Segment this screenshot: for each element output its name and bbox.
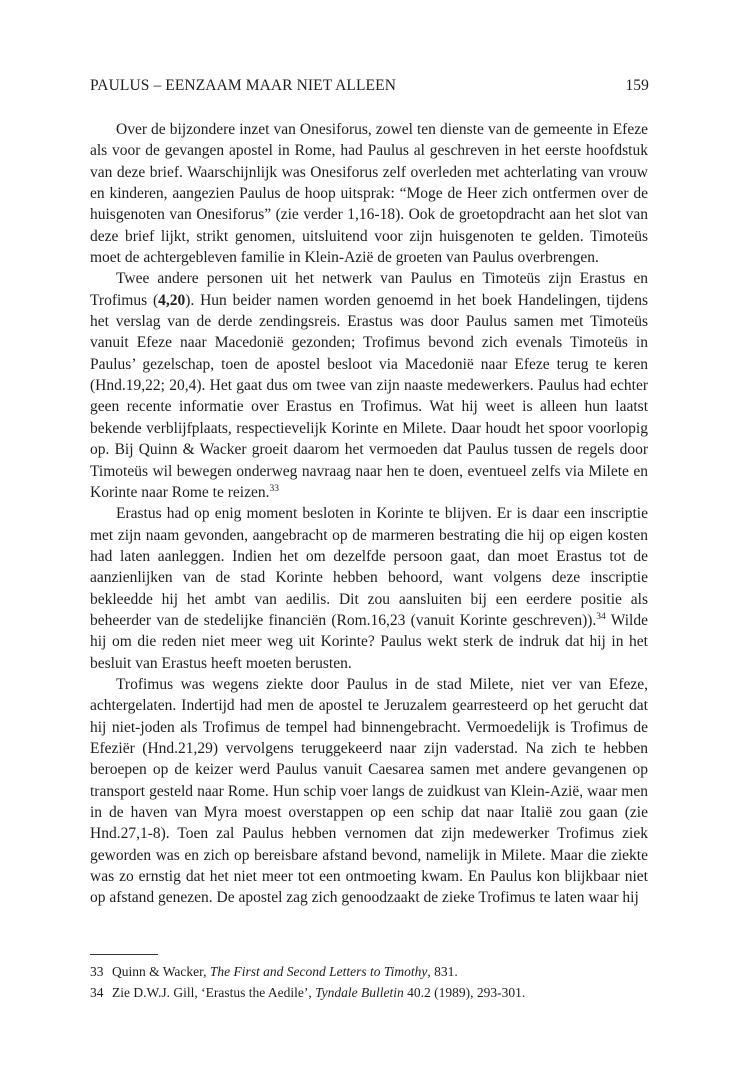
page-number: 159	[625, 77, 649, 94]
footnote-journal-title: Tyndale Bulletin	[315, 985, 404, 1000]
footnote-text: Zie D.W.J. Gill, ‘Erastus the Aedile’,	[112, 985, 316, 1000]
footnote-number: 34	[90, 985, 104, 1000]
footnote-text: 40.2 (1989), 293-301.	[403, 985, 526, 1000]
running-head	[90, 77, 649, 99]
paragraph-text: Erastus had op enig moment besloten in Korinte te blijven. Er is daar een inscriptie met zijn naam gevonden, aangebracht op de marmeren bestrating die hij op eigen kosten had laten aanleggen. Indien het om dezelfde persoon gaat, dan moet Erastus tot de aanzienlijken van de stad Korinte hebben behoord, want volgens deze inscriptie bekleedde hij het ambt van aedilis. Dit zou aansluiten bij een eerdere positie als beheerder van de stedelijke financiën (Rom.16,23 (vanuit Korinte geschreven)).	[90, 505, 648, 629]
footnote-divider	[90, 954, 158, 955]
footnote-text: , 831.	[427, 964, 458, 979]
paragraph-text: Over de bijzondere inzet van Onesiforus, zowel ten dienste van de gemeente in Efeze als voor de gevangen apostel in Rome, had Paulus al geschreven in het eerste hoofdstuk van deze brief. Waarschijnlijk was Onesiforus zelf overleden met achterlating van vrouw en kinderen, aangezien Paulus de hoop uitsprak: “Moge de Heer zich ontfermen over de huisgenoten van Onesiforus” (zie verder 1,16-18). Ook de groetopdracht aan het slot van deze brief lijkt, strikt genomen, uitsluitend voor zijn huisgenoten te gelden. Timoteüs moet de achtergebleven familie in Klein-Azië de groeten van Paulus overbrengen.	[90, 121, 648, 267]
footnote-text: Quinn & Wacker,	[112, 964, 210, 979]
paragraph-text: Twee andere personen uit het netwerk van Paulus en Timoteüs zijn Erastus en Trofimus (	[90, 270, 648, 309]
running-title: PAULUS – EENZAAM MAAR NIET ALLEEN	[90, 77, 396, 94]
footnote-number: 33	[90, 964, 104, 979]
footnote-marker: 33	[269, 483, 279, 494]
footnote-marker: 34	[596, 611, 606, 622]
footnote-34	[90, 982, 648, 1003]
paragraph-text: Trofimus was wegens ziekte door Paulus in de stad Milete, niet ver van Efeze, achtergelaten. Indertijd had men de apostel te Jeruzalem gearresteerd op het gerucht dat hij niet-joden als Trofimus de tempel had binnengebracht. Vermoedelijk is Trofimus de Efeziër (Hnd.21,29) vervolgens teruggekeerd naar zijn vaderstad. Na zich te hebben beroepen op de keizer werd Paulus vanuit Caesarea samen met andere gevangenen op transport gesteld naar Rome. Hun schip voer langs de zuidkust van Klein-Azië, waar men in de haven van Myra moest overstappen op een schip dat naar Italië zou gaan (zie Hnd.27,1-8). Toen zal Paulus hebben vernomen dat zijn medewerker Trofimus ziek geworden was en zich op bereisbare afstand bevond, namelijk in Milete. Maar die ziekte was zo ernstig dat het niet meer tot een ontmoeting kwam. En Paulus kon blijkbaar niet op afstand genezen. De apostel zag zich genoodzaakt de zieke Trofimus te laten waar hij	[90, 675, 648, 907]
verse-reference: 4,20	[158, 291, 186, 309]
paragraph-erastus-trofimus	[90, 268, 648, 503]
paragraph-trofimus	[90, 674, 648, 909]
footnote-book-title: The First and Second Letters to Timothy	[209, 964, 428, 979]
paragraph-erastus	[90, 503, 648, 674]
footnote-33	[90, 961, 648, 982]
paragraph-text: ). Hun beider namen worden genoemd in het boek Handelingen, tijdens het verslag van de derde zendingsreis. Erastus was door Paulus samen met Timoteüs vanuit Efeze naar Macedonië gezonden; Trofimus bevond zich evenals Timoteüs in Paulus’ gezelschap, toen de apostel besloot via Macedonië naar Efeze terug te keren (Hnd.19,22; 20,4). Het gaat dus om twee van zijn naaste medewerkers. Paulus had echter geen recente informatie over Erastus en Trofimus. Wat hij weet is alleen hun laatst bekende verblijfplaats, respectievelijk Korinte en Milete. Daar houdt het spoor voorlopig op. Bij Quinn & Wacker groeit daarom het vermoeden dat Paulus tussen de regels door Timoteüs wil bewegen onderweg navraag naar hen te doen, eventueel zelfs via Milete en Korinte naar Rome te reizen.	[90, 291, 648, 501]
footnotes	[90, 961, 648, 1003]
paragraph-text: Wilde hij om die reden niet meer weg uit Korinte? Paulus wekt sterk de indruk dat hij in het besluit van Erastus heeft moeten berusten.	[90, 611, 648, 672]
paragraph-onesiforus	[90, 119, 648, 268]
body-text	[90, 119, 648, 909]
